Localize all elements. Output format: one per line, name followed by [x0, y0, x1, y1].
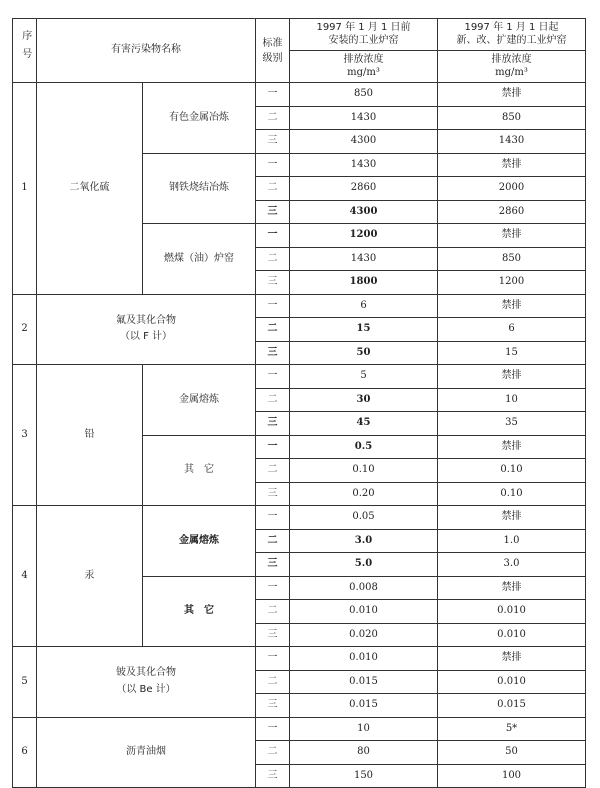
old-value: 3.0	[290, 529, 438, 553]
old-value: 1430	[290, 106, 438, 130]
process-name: 其 它	[143, 435, 256, 506]
level-cell: 三	[256, 764, 290, 788]
old-value: 6	[290, 294, 438, 318]
new-value: 0.010	[438, 670, 586, 694]
old-value: 4300	[290, 130, 438, 154]
level-cell: 二	[256, 106, 290, 130]
process-name: 其 它	[143, 576, 256, 647]
seq-cell: 6	[13, 717, 37, 788]
seq-cell: 3	[13, 365, 37, 506]
old-value: 0.5	[290, 435, 438, 459]
old-value: 15	[290, 318, 438, 342]
pollutant-header: 有害污染物名称	[37, 19, 256, 83]
new-value: 禁排	[438, 294, 586, 318]
seq-cell: 2	[13, 294, 37, 365]
pollutant-name: 铍及其化合物 （以 Be 计）	[37, 647, 256, 718]
new-value: 35	[438, 412, 586, 436]
new-kiln-header: 1997 年 1 月 1 日起 新、改、扩建的工业炉窑	[438, 19, 586, 51]
level-cell: 一	[256, 294, 290, 318]
level-cell: 一	[256, 717, 290, 741]
new-value: 850	[438, 247, 586, 271]
old-conc-header: 排放浓度 mg/m³	[290, 51, 438, 83]
old-value: 1430	[290, 247, 438, 271]
old-value: 0.015	[290, 670, 438, 694]
level-cell: 二	[256, 318, 290, 342]
level-cell: 三	[256, 200, 290, 224]
old-value: 1800	[290, 271, 438, 295]
old-value: 0.10	[290, 459, 438, 483]
level-cell: 一	[256, 83, 290, 107]
pollutant-name: 二氧化硫	[37, 83, 143, 295]
new-value: 0.015	[438, 694, 586, 718]
new-value: 50	[438, 741, 586, 765]
new-value: 1.0	[438, 529, 586, 553]
header-row-1	[13, 19, 586, 51]
new-value: 禁排	[438, 365, 586, 389]
old-value: 0.008	[290, 576, 438, 600]
level-cell: 一	[256, 224, 290, 248]
level-cell: 二	[256, 459, 290, 483]
emission-standards-table	[12, 18, 586, 788]
level-cell: 一	[256, 576, 290, 600]
old-value: 5.0	[290, 553, 438, 577]
old-value: 1200	[290, 224, 438, 248]
old-value: 0.05	[290, 506, 438, 530]
new-value: 0.10	[438, 459, 586, 483]
level-cell: 一	[256, 647, 290, 671]
old-value: 10	[290, 717, 438, 741]
old-value: 0.20	[290, 482, 438, 506]
seq-header: 序号	[13, 19, 37, 83]
level-cell: 二	[256, 529, 290, 553]
old-value: 45	[290, 412, 438, 436]
table-row	[13, 365, 586, 389]
new-value: 6	[438, 318, 586, 342]
old-value: 50	[290, 341, 438, 365]
level-cell: 三	[256, 341, 290, 365]
level-cell: 二	[256, 600, 290, 624]
seq-cell: 4	[13, 506, 37, 647]
pollutant-name: 汞	[37, 506, 143, 647]
old-value: 4300	[290, 200, 438, 224]
new-value: 禁排	[438, 153, 586, 177]
pollutant-name: 铅	[37, 365, 143, 506]
level-cell: 二	[256, 177, 290, 201]
new-value: 禁排	[438, 435, 586, 459]
level-cell: 二	[256, 388, 290, 412]
process-name: 金属熔炼	[143, 365, 256, 436]
pollutant-name: 氟及其化合物 （以 F 计）	[37, 294, 256, 365]
new-value: 1430	[438, 130, 586, 154]
level-cell: 三	[256, 130, 290, 154]
new-value: 2000	[438, 177, 586, 201]
old-value: 0.015	[290, 694, 438, 718]
level-cell: 一	[256, 435, 290, 459]
new-value: 3.0	[438, 553, 586, 577]
process-name: 燃煤（油）炉窑	[143, 224, 256, 295]
level-cell: 三	[256, 482, 290, 506]
new-value: 禁排	[438, 224, 586, 248]
new-value: 2860	[438, 200, 586, 224]
new-value: 禁排	[438, 506, 586, 530]
table-row	[13, 506, 586, 530]
level-cell: 三	[256, 694, 290, 718]
level-cell: 三	[256, 553, 290, 577]
level-cell: 一	[256, 365, 290, 389]
level-cell: 三	[256, 623, 290, 647]
new-value: 850	[438, 106, 586, 130]
new-value: 0.10	[438, 482, 586, 506]
seq-cell: 5	[13, 647, 37, 718]
level-cell: 一	[256, 506, 290, 530]
old-value: 850	[290, 83, 438, 107]
new-value: 10	[438, 388, 586, 412]
new-value: 0.010	[438, 623, 586, 647]
process-name: 有色金属冶炼	[143, 83, 256, 154]
old-value: 5	[290, 365, 438, 389]
new-value: 0.010	[438, 600, 586, 624]
new-value: 15	[438, 341, 586, 365]
level-cell: 二	[256, 670, 290, 694]
old-value: 80	[290, 741, 438, 765]
new-value: 5*	[438, 717, 586, 741]
process-name: 钢铁烧结冶炼	[143, 153, 256, 224]
table-row	[13, 294, 586, 318]
new-value: 禁排	[438, 647, 586, 671]
pollutant-name: 沥青油烟	[37, 717, 256, 788]
table-row	[13, 717, 586, 741]
old-value: 1430	[290, 153, 438, 177]
new-conc-header: 排放浓度 mg/m³	[438, 51, 586, 83]
level-cell: 二	[256, 741, 290, 765]
seq-cell: 1	[13, 83, 37, 295]
old-value: 0.010	[290, 600, 438, 624]
old-value: 0.020	[290, 623, 438, 647]
level-cell: 三	[256, 271, 290, 295]
level-cell: 一	[256, 153, 290, 177]
emission-standards-table-container	[12, 18, 586, 788]
old-kiln-header: 1997 年 1 月 1 日前 安装的工业炉窑	[290, 19, 438, 51]
level-header: 标准级别	[256, 19, 290, 83]
old-value: 30	[290, 388, 438, 412]
old-value: 2860	[290, 177, 438, 201]
old-value: 150	[290, 764, 438, 788]
new-value: 1200	[438, 271, 586, 295]
process-name: 金属熔炼	[143, 506, 256, 577]
new-value: 100	[438, 764, 586, 788]
table-row	[13, 647, 586, 671]
level-cell: 三	[256, 412, 290, 436]
new-value: 禁排	[438, 83, 586, 107]
old-value: 0.010	[290, 647, 438, 671]
table-row	[13, 83, 586, 107]
level-cell: 二	[256, 247, 290, 271]
new-value: 禁排	[438, 576, 586, 600]
